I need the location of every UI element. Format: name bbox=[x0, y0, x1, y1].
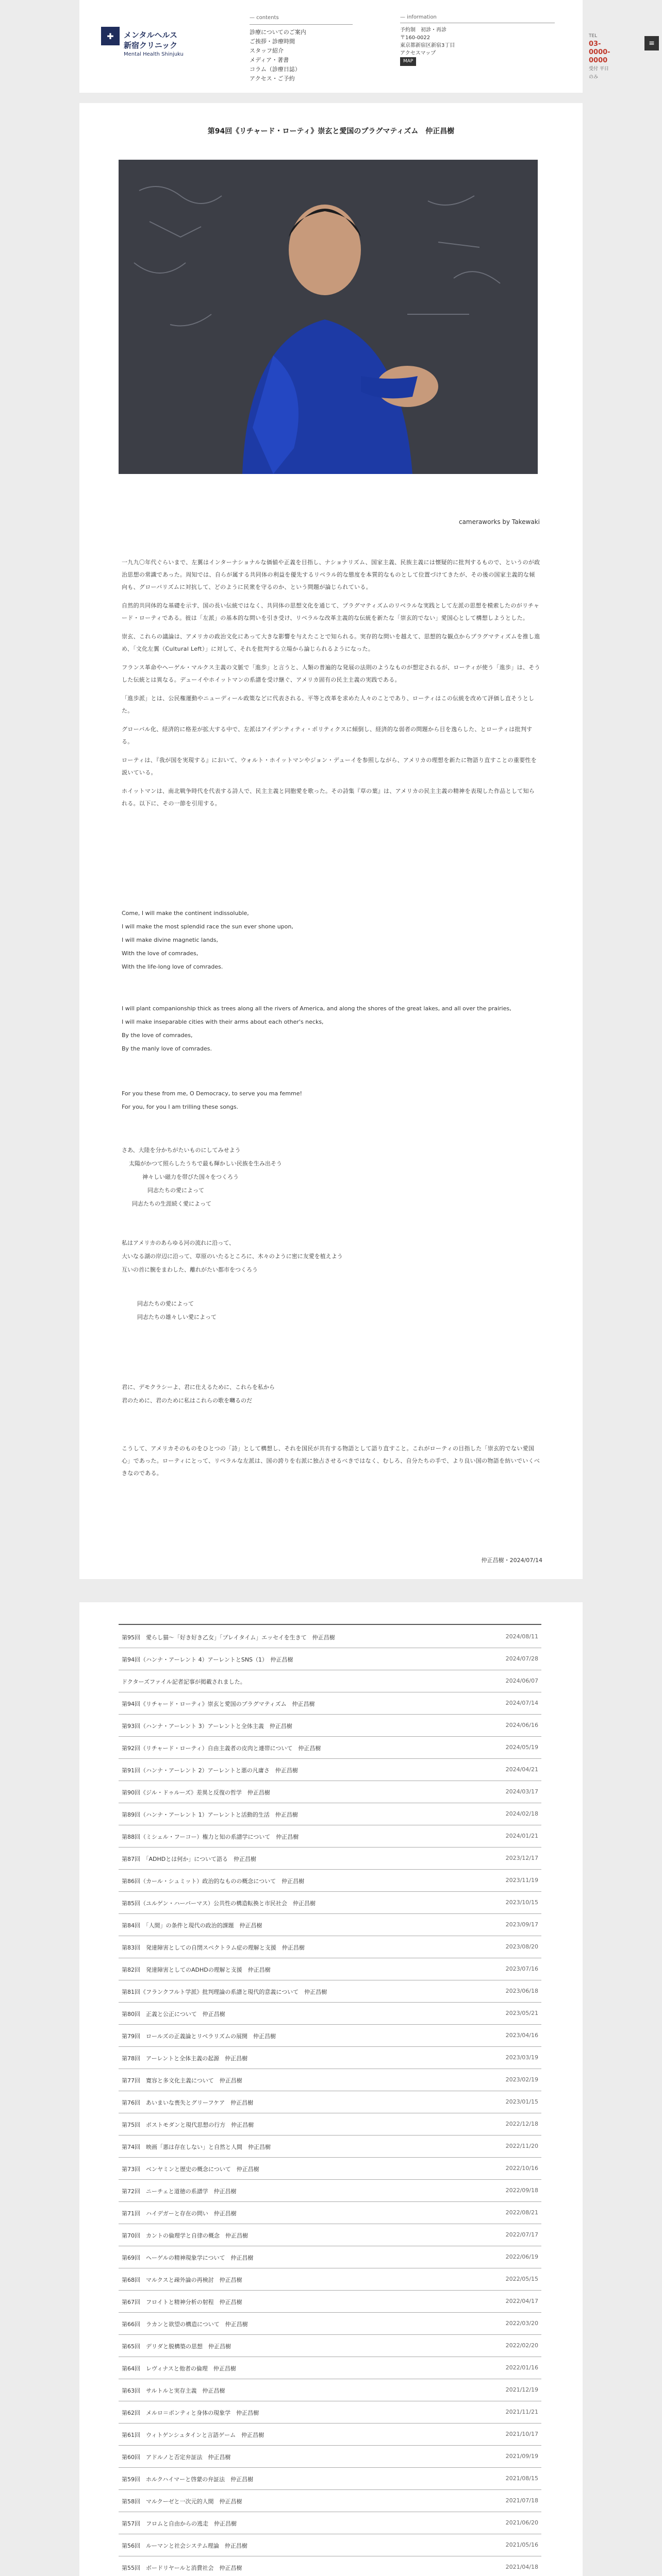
related-article-row[interactable] bbox=[119, 2401, 541, 2424]
related-article-date: 2024/01/21 bbox=[505, 1833, 538, 1839]
related-article-row[interactable] bbox=[119, 2158, 541, 2180]
related-article-date: 2021/10/17 bbox=[505, 2431, 538, 2437]
author-signature: 仲正昌樹・2024/07/14 bbox=[481, 1557, 542, 1564]
related-article-row[interactable] bbox=[119, 1892, 541, 1914]
related-article-date: 2022/07/17 bbox=[505, 2231, 538, 2238]
poem-line: 同志たちの愛によって bbox=[137, 1300, 194, 1307]
poem-line: For you these from me, O Democracy, to serve you ma femme! bbox=[122, 1090, 302, 1097]
related-article-title[interactable]: 第66回 ラカンと欲望の構造について 仲正昌樹 bbox=[122, 2321, 248, 2328]
related-article-row[interactable] bbox=[119, 2003, 541, 2025]
article-photo bbox=[119, 160, 538, 474]
related-article-row[interactable] bbox=[119, 2202, 541, 2224]
related-article-title[interactable]: 第57回 フロムと自由からの逃走 仲正昌樹 bbox=[122, 2520, 237, 2527]
related-article-title[interactable]: 第94回《リチャード・ローティ》崇玄と愛国のプラグマティズム 仲正昌樹 bbox=[122, 1701, 315, 1707]
related-article-row[interactable] bbox=[119, 2335, 541, 2357]
poem-line: 大いなる湖の岸辺に沿って、草原のいたるところに、木々のように密に友愛を植えよう bbox=[122, 1253, 343, 1260]
related-article-date: 2023/09/17 bbox=[505, 1921, 538, 1928]
related-article-title[interactable]: 第65回 デリダと脱構築の思想 仲正昌樹 bbox=[122, 2343, 231, 2350]
related-article-row[interactable] bbox=[119, 1648, 541, 1670]
related-article-title[interactable]: 第71回 ハイデガーと存在の問い 仲正昌樹 bbox=[122, 2210, 237, 2217]
related-article-date: 2024/02/18 bbox=[505, 1810, 538, 1817]
related-article-date: 2021/06/20 bbox=[505, 2519, 538, 2526]
related-article-title[interactable]: 第64回 レヴィナスと他者の倫理 仲正昌樹 bbox=[122, 2365, 236, 2372]
poem-line: I will plant companionship thick as trees along all the rivers of America, and along the shores of the great lakes, and all over the prairies, bbox=[122, 1005, 511, 1012]
poem-line: 同志たちの愛によって bbox=[147, 1187, 204, 1194]
related-article-title[interactable]: 第83回 発達障害としての自閉スペクトラム症の理解と支援 仲正昌樹 bbox=[122, 1944, 305, 1951]
poem-japanese-1 bbox=[122, 1144, 540, 1211]
nav-item[interactable]: コラム（診療日誌） bbox=[250, 66, 301, 73]
related-article-row[interactable] bbox=[119, 2379, 541, 2401]
related-article-row[interactable] bbox=[119, 2025, 541, 2047]
related-article-row[interactable] bbox=[119, 2268, 541, 2291]
related-article-row[interactable] bbox=[119, 2446, 541, 2468]
paragraph: 自然的共同体的な基礎を示す、国の長い伝統ではなく、共同体の思想文化を通じて、プラグマティズムのリベラルな実践として左派の思想を模索したのがリチャード・ローティである。彼は「左派」の基本的な問いを引き受け、リベラルな改革主義的な伝統を新たな「崇玄的でない」愛国心として構想しようとした。 bbox=[122, 602, 540, 621]
related-article-row[interactable] bbox=[119, 2091, 541, 2113]
related-article-row[interactable] bbox=[119, 1715, 541, 1737]
poem-japanese-3 bbox=[122, 1381, 540, 1408]
related-article-row[interactable] bbox=[119, 2424, 541, 2446]
poem-line: 太陽がかつて照らしたうちで最も輝かしい民族を生み出そう bbox=[129, 1160, 282, 1167]
related-article-title[interactable]: 第74回 映画「悪は存在しない」と自然と人間 仲正昌樹 bbox=[122, 2144, 271, 2150]
related-article-title[interactable]: 第63回 サルトルと実存主義 仲正昌樹 bbox=[122, 2387, 225, 2394]
related-article-title[interactable]: 第76回 あいまいな喪失とグリーフケア 仲正昌樹 bbox=[122, 2099, 254, 2106]
related-article-title[interactable]: 第92回（リチャード・ローティ）自由主義者の皮肉と連帯について 仲正昌樹 bbox=[122, 1745, 321, 1752]
lecture-photo-illustration bbox=[119, 160, 538, 474]
related-article-title[interactable]: 第88回（ミシェル・フーコー）権力と知の系譜学について 仲正昌樹 bbox=[122, 1834, 299, 1840]
related-article-date: 2021/09/19 bbox=[505, 2453, 538, 2460]
related-articles-list bbox=[79, 1602, 583, 2576]
article-body bbox=[122, 556, 540, 816]
paragraph: ローティは、『我が国を実現する』において、ウォルト・ホイットマンやジョン・デューイを参照しながら、アメリカの理想を新たに物語り直すことの重要性を説いている。 bbox=[122, 757, 537, 776]
related-article-date: 2021/12/19 bbox=[505, 2386, 538, 2393]
related-article-date: 2022/04/17 bbox=[505, 2298, 538, 2304]
related-article-title[interactable]: 第94回（ハンナ・アーレント 4）アーレントとSNS（1） 仲正昌樹 bbox=[122, 1656, 293, 1663]
related-article-row[interactable] bbox=[119, 1870, 541, 1892]
nav-item[interactable]: メディア・著書 bbox=[250, 57, 289, 63]
related-article-date: 2023/04/16 bbox=[505, 2032, 538, 2039]
related-article-row[interactable] bbox=[119, 2224, 541, 2246]
closing-paragraph: こうして、アメリカそのものをひとつの「詩」として構想し、それを国民が共有する物語として語り直すこと。これがローティの目指した「崇玄的でない愛国心」であった。ローティにとって、リベラルな左派は、国の誇りを右派に独占させるべきではなく、むしろ、自分たちの手で、より良い国の物語を紡いでいくべきなのである。 bbox=[122, 1445, 540, 1477]
related-article-date: 2022/10/16 bbox=[505, 2165, 538, 2172]
related-article-row[interactable] bbox=[119, 1626, 541, 1648]
related-article-row[interactable] bbox=[119, 2556, 541, 2576]
contents-heading: — contents bbox=[250, 13, 353, 25]
related-article-date: 2024/07/14 bbox=[505, 1700, 538, 1706]
related-article-row[interactable] bbox=[119, 1692, 541, 1715]
poem-english-2 bbox=[122, 1002, 540, 1056]
related-article-date: 2022/12/18 bbox=[505, 2121, 538, 2127]
related-article-date: 2021/04/18 bbox=[505, 2564, 538, 2570]
related-article-title[interactable]: 第87回 「ADHDとは何か」について語る 仲正昌樹 bbox=[122, 1856, 257, 1862]
related-article-row[interactable] bbox=[119, 1803, 541, 1825]
related-article-row[interactable] bbox=[119, 1737, 541, 1759]
related-article-row[interactable] bbox=[119, 1958, 541, 1980]
info-line: 予約制 初診・再診 bbox=[400, 27, 446, 33]
poem-line: I will make inseparable cities with their arms about each other's necks, bbox=[122, 1019, 324, 1025]
related-article-row[interactable] bbox=[119, 2291, 541, 2313]
related-article-date: 2021/08/15 bbox=[505, 2475, 538, 2482]
related-article-row[interactable] bbox=[119, 2357, 541, 2379]
related-article-date: 2022/03/20 bbox=[505, 2320, 538, 2327]
related-article-date: 2023/08/20 bbox=[505, 1943, 538, 1950]
poem-line: 神々しい磁力を帯びた国々をつくろう bbox=[142, 1174, 239, 1180]
paragraph: 一九九〇年代ぐらいまで、左翼はインターナショナルな価値や正義を目指し、ナショナリズム、国家主義、民族主義には懐疑的に批判するもので、というのが政治思想の常識であった。周知では、自らが属する共同体の利益を優先するリベラル的な態度を本質的なものとして位置づけてきたが、その後の国家主義的な傾向も、グローバリズムに対抗して、どのように民衆を守るのか、という問題が論じられている。 bbox=[122, 559, 540, 590]
related-article-title[interactable]: 第85回（ユルゲン・ハーバーマス）公共性の構造転換と市民社会 仲正昌樹 bbox=[122, 1900, 316, 1907]
related-article-row[interactable] bbox=[119, 1936, 541, 1958]
related-article-row[interactable] bbox=[119, 1781, 541, 1803]
related-article-date: 2023/02/19 bbox=[505, 2076, 538, 2083]
phone-block[interactable] bbox=[589, 32, 610, 81]
poem-line: By the manly love of comrades. bbox=[122, 1045, 212, 1052]
related-article-row[interactable] bbox=[119, 2534, 541, 2556]
nav-item[interactable]: ご挨拶・診療時間 bbox=[250, 38, 295, 45]
related-article-date: 2024/04/21 bbox=[505, 1766, 538, 1773]
related-article-row[interactable] bbox=[119, 2047, 541, 2069]
poem-line: With the life-long love of comrades. bbox=[122, 963, 223, 970]
nav-item[interactable]: スタッフ紹介 bbox=[250, 47, 284, 54]
poem-line: 同志たちの雄々しい愛によって bbox=[137, 1314, 217, 1320]
related-article-row[interactable] bbox=[119, 2313, 541, 2335]
paragraph: ホイットマンは、南北戦争時代を代表する詩人で、民主主義と同胞愛を歌った。その詩集『草の葉』は、アメリカの民主主義の精神を表現した作品として知られる。以下に、その一節を引用する。 bbox=[122, 788, 535, 807]
clinic-logo-name[interactable]: メンタルヘルス 新宿クリニック bbox=[124, 30, 178, 50]
related-article-title[interactable]: 第75回 ポストモダンと現代思想の行方 仲正昌樹 bbox=[122, 2122, 254, 2128]
related-article-row[interactable] bbox=[119, 2490, 541, 2512]
related-article-title[interactable]: 第81回《フランクフルト学派》批判理論の系譜と現代的意義について 仲正昌樹 bbox=[122, 1989, 327, 1995]
article bbox=[79, 103, 583, 1579]
contents-nav bbox=[250, 13, 353, 83]
poem-line: 互いの首に腕をまわした、離れがたい都市をつくろう bbox=[122, 1266, 258, 1273]
paragraph: グローバル化、経済的に格差が拡大する中で、左派はアイデンティティ・ポリティクスに傾倒し、経済的な弱者の問題から目を逸らした、とローティは批判する。 bbox=[122, 726, 533, 745]
clinic-logo-subtitle: Mental Health Shinjuku bbox=[124, 52, 184, 57]
related-article-row[interactable] bbox=[119, 2113, 541, 2136]
related-article-date: 2021/11/21 bbox=[505, 2409, 538, 2415]
related-article-date: 2023/07/16 bbox=[505, 1965, 538, 1972]
poem-line: 君のために、君のために私はこれらの歌を囀るのだ bbox=[122, 1397, 252, 1404]
tel-number[interactable]: 03-0000-0000 bbox=[589, 40, 610, 64]
related-article-title[interactable]: 第60回 アドルノと否定弁証法 仲正昌樹 bbox=[122, 2454, 231, 2461]
related-article-title[interactable]: 第55回 ボードリヤールと消費社会 仲正昌樹 bbox=[122, 2565, 242, 2571]
related-article-date: 2023/06/18 bbox=[505, 1988, 538, 1994]
related-article-title[interactable]: 第70回 カントの倫理学と自律の概念 仲正昌樹 bbox=[122, 2232, 248, 2239]
related-article-title[interactable]: 第95回 愛らし猫〜「好き好き乙女」「プレイタイム」エッセイを生きて 仲正昌樹 bbox=[122, 1634, 335, 1641]
poem-line: 同志たちの生涯続く愛によって bbox=[132, 1200, 211, 1207]
related-article-row[interactable] bbox=[119, 2069, 541, 2091]
poem-line: I will make divine magnetic lands, bbox=[122, 937, 219, 943]
related-article-date: 2022/05/15 bbox=[505, 2276, 538, 2282]
related-article-row[interactable] bbox=[119, 2246, 541, 2268]
paragraph: フランス革命やヘーゲル・マルクス主義の文脈で「進歩」と言うと、人類の普遍的な発展の法則のようなものが想定されるが、ローティが使う「進歩」は、そうした伝統とは異なる。デューイやホイットマンの系譜を受け継ぐ、アメリカ固有の民主主義の実践である。 bbox=[122, 664, 540, 683]
related-article-date: 2022/09/18 bbox=[505, 2187, 538, 2194]
tel-note: 受付 平日のみ bbox=[589, 66, 609, 80]
related-article-date: 2022/06/19 bbox=[505, 2253, 538, 2260]
related-article-row[interactable] bbox=[119, 1848, 541, 1870]
related-article-title[interactable]: 第79回 ロールズの正義論とリベラリズムの展開 仲正昌樹 bbox=[122, 2033, 276, 2040]
tel-label: TEL bbox=[589, 33, 598, 39]
related-article-date: 2023/03/19 bbox=[505, 2054, 538, 2061]
related-article-row[interactable] bbox=[119, 1759, 541, 1781]
related-article-title[interactable]: 第58回 マルクーゼと一次元的人間 仲正昌樹 bbox=[122, 2498, 242, 2505]
paragraph: 「進歩派」とは、公民権運動やニューディール政策などに代表される、平等と改革を求めた人々のことであり、ローティはこの伝統を改めて評価し直そうとした。 bbox=[122, 695, 535, 714]
poem-line: For you, for you I am trilling these songs. bbox=[122, 1104, 239, 1110]
related-article-date: 2024/06/16 bbox=[505, 1722, 538, 1728]
related-article-title[interactable]: 第59回 ホルクハイマーと啓蒙の弁証法 仲正昌樹 bbox=[122, 2476, 254, 2483]
poem-line: I will make the most splendid race the sun ever shone upon, bbox=[122, 923, 293, 930]
related-article-date: 2021/05/16 bbox=[505, 2541, 538, 2548]
related-article-date: 2023/05/21 bbox=[505, 2010, 538, 2016]
related-article-date: 2022/11/20 bbox=[505, 2143, 538, 2149]
related-article-row[interactable] bbox=[119, 2136, 541, 2158]
related-article-row[interactable] bbox=[119, 1914, 541, 1936]
poem-english-3 bbox=[122, 1087, 540, 1114]
nav-item[interactable]: 診療についてのご案内 bbox=[250, 29, 306, 36]
poem-line: Come, I will make the continent indissoluble, bbox=[122, 910, 249, 917]
info-line: 〒160-0022 bbox=[400, 35, 431, 41]
photo-credit: cameraworks by Takewaki bbox=[458, 518, 540, 526]
related-article-date: 2023/12/17 bbox=[505, 1855, 538, 1861]
poem-line: さあ、大陸を分かちがたいものにしてみせよう bbox=[122, 1147, 241, 1154]
poem-japanese-2 bbox=[122, 1236, 540, 1324]
related-article-title[interactable]: ドクターズファイル記者記事が掲載されました。 bbox=[122, 1679, 246, 1685]
related-article-date: 2024/03/17 bbox=[505, 1788, 538, 1795]
clinic-logo-icon[interactable]: ✚ bbox=[101, 27, 120, 45]
related-article-date: 2024/07/28 bbox=[505, 1655, 538, 1662]
info-line: アクセスマップ bbox=[400, 50, 436, 56]
related-article-date: 2023/01/15 bbox=[505, 2098, 538, 2105]
map-button[interactable]: MAP bbox=[400, 57, 416, 66]
poem-line: 私はアメリカのあらゆる河の流れに沿って、 bbox=[122, 1240, 235, 1246]
related-article-title[interactable]: 第68回 マルクスと疎外論の再検討 仲正昌樹 bbox=[122, 2277, 242, 2283]
menu-icon[interactable]: ≡ bbox=[644, 36, 659, 50]
poem-line: 君に、デモクラシーよ、君に仕えるために、これらを私から bbox=[122, 1384, 275, 1391]
related-article-date: 2022/01/16 bbox=[505, 2364, 538, 2371]
poem-line: With the love of comrades, bbox=[122, 950, 198, 957]
information-heading: — information bbox=[400, 13, 555, 23]
list-top-divider bbox=[119, 1624, 541, 1625]
related-article-date: 2022/08/21 bbox=[505, 2209, 538, 2216]
related-article-date: 2024/06/07 bbox=[505, 1677, 538, 1684]
related-article-row[interactable] bbox=[119, 2512, 541, 2534]
related-article-date: 2023/11/19 bbox=[505, 1877, 538, 1884]
related-article-row[interactable] bbox=[119, 2468, 541, 2490]
related-article-row[interactable] bbox=[119, 1825, 541, 1848]
info-line: 東京都新宿区新宿3丁目 bbox=[400, 43, 455, 48]
related-article-title[interactable]: 第72回 ニーチェと道徳の系譜学 仲正昌樹 bbox=[122, 2188, 237, 2195]
related-article-title[interactable]: 第89回（ハンナ・アーレント 1）アーレントと活動的生活 仲正昌樹 bbox=[122, 1811, 298, 1818]
paragraph: 崇玄、これらの議論は、アメリカの政治文化にあって大きな影響を与えたことで知られる。実存的な問いを越えて、思想的な観点からプラグマティズムを推し進め、「文化左翼（Cultural Left）」に対して、それを批判する立場から論じられるようになった。 bbox=[122, 633, 540, 652]
related-article-title[interactable]: 第77回 寛容と多文化主義について 仲正昌樹 bbox=[122, 2077, 242, 2084]
related-article-title[interactable]: 第84回 「人間」の条件と現代の政治的課題 仲正昌樹 bbox=[122, 1922, 262, 1929]
related-article-title[interactable]: 第61回 ウィトゲンシュタインと言語ゲーム 仲正昌樹 bbox=[122, 2432, 264, 2438]
related-article-title[interactable]: 第80回 正義と公正について 仲正昌樹 bbox=[122, 2011, 225, 2018]
related-article-date: 2024/08/11 bbox=[505, 1633, 538, 1640]
related-article-title[interactable]: 第67回 フロイトと精神分析の射程 仲正昌樹 bbox=[122, 2299, 242, 2306]
poem-line: By the love of comrades, bbox=[122, 1032, 193, 1039]
related-article-date: 2022/02/20 bbox=[505, 2342, 538, 2349]
nav-item[interactable]: アクセス・ご予約 bbox=[250, 75, 295, 82]
related-article-date: 2021/07/18 bbox=[505, 2497, 538, 2504]
related-article-title[interactable]: 第91回（ハンナ・アーレント 2）アーレントと悪の凡庸さ 仲正昌樹 bbox=[122, 1767, 298, 1774]
related-article-title[interactable]: 第82回 発達障害としてのADHDの理解と支援 仲正昌樹 bbox=[122, 1967, 271, 1973]
related-article-date: 2023/10/15 bbox=[505, 1899, 538, 1906]
related-article-row[interactable] bbox=[119, 1670, 541, 1692]
related-article-title[interactable]: 第93回（ハンナ・アーレント 3）アーレントと全体主義 仲正昌樹 bbox=[122, 1723, 292, 1730]
poem-english-1 bbox=[122, 907, 540, 974]
related-article-title[interactable]: 第56回 ルーマンと社会システム理論 仲正昌樹 bbox=[122, 2543, 247, 2549]
related-article-row[interactable] bbox=[119, 2180, 541, 2202]
related-article-title[interactable]: 第78回 アーレントと全体主義の起源 仲正昌樹 bbox=[122, 2055, 248, 2062]
related-article-title[interactable]: 第86回（カール・シュミット）政治的なものの概念について 仲正昌樹 bbox=[122, 1878, 305, 1885]
related-article-title[interactable]: 第62回 メルロ＝ポンティと身体の現象学 仲正昌樹 bbox=[122, 2410, 259, 2416]
information-block bbox=[400, 13, 555, 66]
related-article-title[interactable]: 第69回 ヘーゲルの精神現象学について 仲正昌樹 bbox=[122, 2255, 254, 2261]
related-article-date: 2024/05/19 bbox=[505, 1744, 538, 1751]
site-header bbox=[79, 0, 610, 93]
article-title: 第94回《リチャード・ローティ》崇玄と愛国のプラグマティズム 仲正昌樹 bbox=[207, 127, 455, 135]
related-article-row[interactable] bbox=[119, 1980, 541, 2003]
related-article-title[interactable]: 第90回《ジル・ドゥルーズ》差異と反復の哲学 仲正昌樹 bbox=[122, 1789, 270, 1796]
related-article-title[interactable]: 第73回 ベンヤミンと歴史の概念について 仲正昌樹 bbox=[122, 2166, 259, 2173]
